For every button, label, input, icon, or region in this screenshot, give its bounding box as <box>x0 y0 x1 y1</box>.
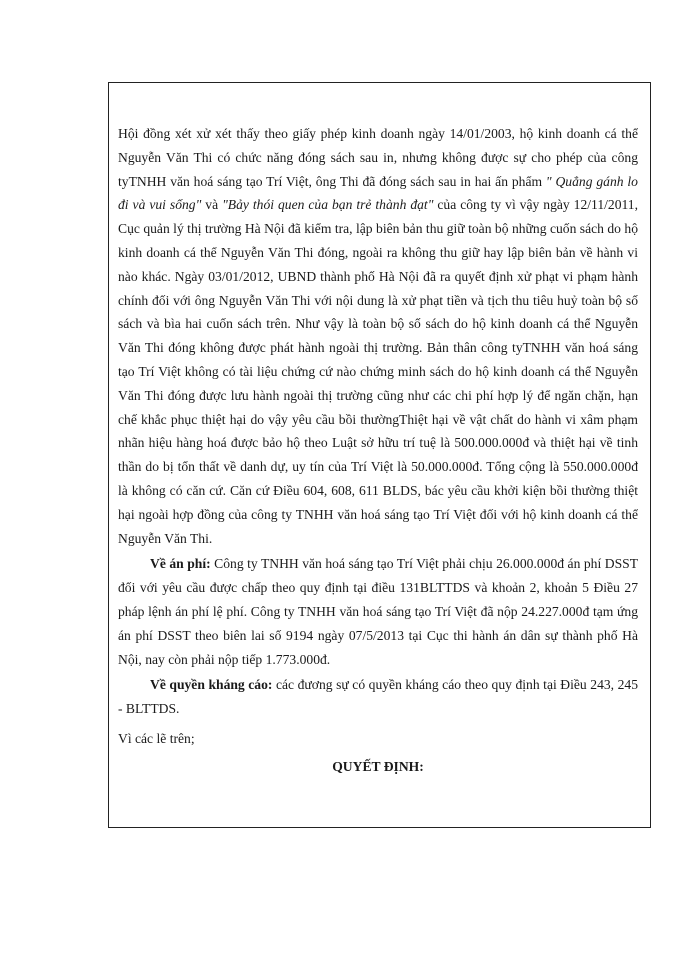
court-fee-text: Công ty TNHH văn hoá sáng tạo Trí Việt phải chịu 26.000.000đ án phí DSST đối với yêu cầu được chấp theo quy định tại điều 131BLTTDS và khoản 2, khoản 5 Điều 27 pháp lệnh án phí lệ phí. Công ty TNHH văn hoá sáng tạo Trí Việt đã nộp 24.227.000đ tạm ứng án phí DSST theo biên lai số 9194 ngày 07/5/2013 tại Cục thi hành án dân sự thành phố Hà Nội, nay còn phải nộp tiếp 1.773.000đ. <box>118 556 638 667</box>
closing-line: Vì các lẽ trên; <box>118 730 195 746</box>
findings-text-part-1: Hội đồng xét xử xét thấy theo giấy phép kinh doanh ngày 14/01/2003, hộ kinh doanh cá thể Nguyễn Văn Thi có chức năng đóng sách sau in, nhưng không được sự cho phép của công tyTNHH văn hoá sáng tạo Trí Việt, ông Thi đã đóng sách sau in hai ấn phẩm <box>118 126 638 189</box>
paragraph-court-fee <box>118 552 638 671</box>
appeal-right-heading: Về quyền kháng cáo: <box>150 677 273 693</box>
findings-conjunction: và <box>201 197 223 213</box>
findings-text-part-2: của công ty vì vậy ngày 12/11/2011, Cục quản lý thị trường Hà Nội đã kiểm tra, lập biên bản thu giữ toàn bộ những cuốn sách do hộ kinh doanh cá thể Nguyễn Văn Thi đóng, ngoài ra không thu giữ hay lập biên bản về hành vi nào khác. Ngày 03/01/2012, UBND thành phố Hà Nội đã ra quyết định xử phạt vi phạm hành chính đối với ông Nguyễn Văn Thi với nội dung là xử phạt tiền và tịch thu tiêu huỷ toàn bộ số sách và bìa hai cuốn sách trên. Như vậy là toàn bộ số sách do hộ kinh doanh cá thể Nguyễn Văn Thi đóng không được phát hành ngoài thị trường. Bản thân công tyTNHH văn hoá sáng tạo Trí Việt không có tài liệu chứng cứ nào chứng minh sách do hộ kinh doanh cá thể Nguyễn Văn Thi đóng được lưu hành ngoài thị trường cũng như các chi phí hợp lý để ngăn chặn, hạn chế khắc phục thiệt hại do vậy yêu cầu bồi thườngThiệt hại về vật chất do hành vi xâm phạm nhãn hiệu hàng hoá được bảo hộ theo Luật sở hữu trí tuệ là 500.000.000đ và thiệt hại về tinh thần do bị tổn thất về danh dự, uy tín của Trí Việt là 50.000.000đ. Tổng cộng là 550.000.000đ là không có căn cứ. Căn cứ Điều 604, 608, 611 BLDS, bác yêu cầu khởi kiện bồi thường thiệt hại ngoài hợp đồng của công ty TNHH văn hoá sáng tạo Trí Việt đối với hộ kinh doanh cá thể Nguyễn Văn Thi. <box>118 197 638 546</box>
document-body <box>118 122 638 779</box>
court-fee-heading: Về án phí: <box>150 556 211 572</box>
book-title-2: "Bảy thói quen của bạn trẻ thành đạt" <box>222 197 434 213</box>
decision-heading: QUYẾT ĐỊNH: <box>332 758 424 774</box>
appeal-right-text: các đương sự có quyền kháng cáo theo quy định tại Điều 243, 245 - BLTTDS. <box>118 677 638 717</box>
book-title-1: " Quẳng gánh lo đi và vui sống" <box>118 173 638 213</box>
paragraph-appeal-right <box>118 673 638 721</box>
paragraph-findings <box>118 122 638 550</box>
